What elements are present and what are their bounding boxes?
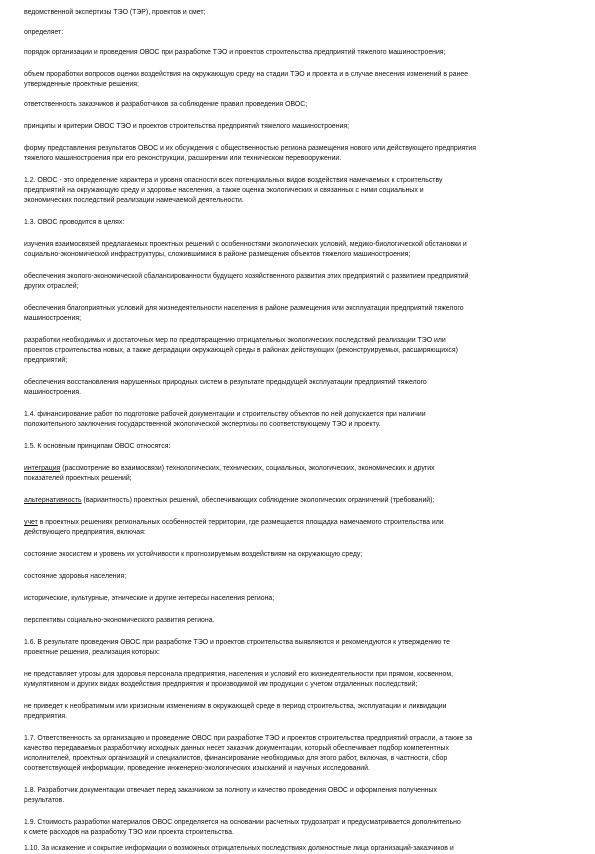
- paragraph: [24, 844, 580, 854]
- paragraph: [24, 464, 580, 484]
- text-line: предприятия.: [24, 713, 68, 720]
- paragraph: [24, 48, 580, 58]
- text-line: соответствующей информации, проведение инженерно-экологических изысканий и научных исследований.: [24, 765, 370, 772]
- text-line: 1.7. Ответственность за организацию и проведение ОВОС при разработке ТЭО и проектов строительства предприятий отрасли, а также за: [24, 735, 473, 742]
- paragraph: [24, 8, 580, 18]
- paragraph: [24, 218, 580, 228]
- paragraph: [24, 378, 580, 398]
- paragraph: [24, 144, 580, 164]
- paragraph: [24, 572, 580, 582]
- text-line: качество передаваемых разработчику исходных данных несет заказчик документации, который обеспечивает подбор компетентных: [24, 745, 449, 752]
- text-line: 1.8. Разработчик документации отвечает перед заказчиком за полноту и качество проведения ОВОС и оформления полученных: [24, 787, 437, 794]
- text-line: обеспечения восстановления нарушенных природных систем в результате предыдущей эксплуатации предприятий тяжелого: [24, 379, 427, 386]
- text-line: форму представления результатов ОВОС и их обсуждения с общественностью региона размещения нового или действующего предприятия: [24, 145, 477, 152]
- paragraph: [24, 496, 580, 506]
- text-line: проектов строительства новых, а также деградации окружающей среды в районах действующих (реконструируемых, расширяющихся): [24, 347, 458, 354]
- text-line: проектные решения, реализация которых:: [24, 649, 160, 656]
- text-line: социально-экономической инфраструктуры, сложившимися в районе размещения объектов тяжелого машиностроения;: [24, 251, 411, 258]
- paragraph: [24, 670, 580, 690]
- text-line: обеспечения эколого-экономической сбалансированности будущего хозяйственного развития этих предприятий с развитием предприятий: [24, 273, 469, 280]
- text-line: 1.10. За искажение и сокрытие информации о возможных отрицательных последствиях должностные лица организаций-заказчиков и: [24, 845, 454, 852]
- text-line: 1.3. ОВОС проводится в целях:: [24, 219, 125, 226]
- paragraph: [24, 70, 580, 90]
- text-line: машиностроения;: [24, 315, 81, 322]
- text-line: машиностроения.: [24, 389, 81, 396]
- text-line: 1.9. Стоимость разработки материалов ОВОС определяется на основании расчетных трудозатрат и предусматривается дополнительно: [24, 819, 461, 826]
- text-line: 1.6. В результате проведения ОВОС при разработке ТЭО и проектов строительства выявляются и рекомендуются к утверждению те: [24, 639, 451, 646]
- paragraph: [24, 702, 580, 722]
- paragraph: [24, 336, 580, 366]
- text-line: исполнителей, проектных организаций и специалистов, финансирование необходимых для этого работ, включая, в частности, сбор: [24, 755, 448, 762]
- text-line: кумулятивном и других видах воздействия предприятия и производимой им продукции с учетом отдаленных последствий;: [24, 681, 418, 688]
- paragraph: [24, 638, 580, 658]
- underlined-term: альтернативность: [24, 497, 82, 504]
- text-line: разработки необходимых и достаточных мер по предотвращению отрицательных экологических последствий реализации ТЭО или: [24, 337, 446, 344]
- text-line: к смете расходов на разработку ТЭО или проекта строительства.: [24, 829, 234, 836]
- text-line: перспективы социально-экономического развития региона.: [24, 617, 215, 624]
- underlined-term: учет: [24, 519, 38, 526]
- text-line: исторические, культурные, этнические и другие интересы населения региона;: [24, 595, 275, 602]
- paragraph: [24, 100, 580, 110]
- text-line: состояние здоровья населения;: [24, 573, 127, 580]
- text-line: не приведет к необратимым или кризисным изменениям в окружающей среде в период строительства, эксплуатации и ликвидации: [24, 703, 447, 710]
- text-line: 1.2. ОВОС - это определение характера и уровня опасности всех потенциальных видов воздействия намечаемых к строительству: [24, 177, 443, 184]
- paragraph: [24, 176, 580, 206]
- text-line: предприятий;: [24, 357, 68, 364]
- text-line: изучения взаимосвязей предлагаемых проектных решений с особенностями экологических условий, медико-биологической обстановки и: [24, 241, 467, 248]
- paragraph: [24, 442, 580, 452]
- paragraph: [24, 272, 580, 292]
- underlined-term: интеграция: [24, 465, 61, 472]
- paragraph: [24, 616, 580, 626]
- paragraph: [24, 410, 580, 430]
- text-line: ответственность заказчиков и разработчиков за соблюдение правил проведения ОВОС;: [24, 101, 308, 108]
- paragraph: [24, 550, 580, 560]
- text-line: положительного заключения государственной экологической экспертизы по соответствующему ТЭО и проекту.: [24, 421, 381, 428]
- text-line: тяжелого машиностроения при его реконструкции, расширении или техническом перевооружении.: [24, 155, 342, 162]
- paragraph: [24, 518, 580, 538]
- paragraph: [24, 734, 580, 774]
- text-line: предприятий на окружающую среду и здоровье населения, а также оценка экологических и связанных с ними социальных и: [24, 187, 424, 194]
- text-line: утвержденные проектные решения;: [24, 81, 139, 88]
- paragraph: [24, 786, 580, 806]
- text-line: показателей проектных решений;: [24, 475, 132, 482]
- paragraph: [24, 122, 580, 132]
- text-line: результатов.: [24, 797, 65, 804]
- paragraph: [24, 594, 580, 604]
- text-line: определяет:: [24, 29, 64, 36]
- text-line: учет в проектных решениях региональных особенностей территории, где размещается площадка намечаемого строительства или: [24, 519, 444, 526]
- paragraph: [24, 304, 580, 324]
- text-line: обеспечения благоприятных условий для жизнедеятельности населения в районе размещения или эксплуатации предприятий тяжелого: [24, 305, 464, 312]
- text-line: объем проработки вопросов оценки воздействия на окружающую среду на стадии ТЭО и проекта и в случае внесения изменений в ранее: [24, 71, 469, 78]
- paragraph: [24, 28, 580, 38]
- text-line: экономических последствий реализации намечаемой деятельности.: [24, 197, 244, 204]
- document-page: [24, 0, 580, 852]
- text-line: принципы и критерии ОВОС ТЭО и проектов строительства предприятий тяжелого машиностроения;: [24, 123, 350, 130]
- text-line: интеграция (рассмотрение во взаимосвязи) технологических, технических, социальных, экологических, экономических и других: [24, 465, 435, 472]
- text-line: действующего предприятия, включая:: [24, 529, 146, 536]
- paragraph: [24, 818, 580, 838]
- paragraph: [24, 240, 580, 260]
- text-line: состояние экосистем и уровень их устойчивости к прогнозируемым воздействиям на окружающую среду;: [24, 551, 363, 558]
- text-line: 1.4. финансирование работ по подготовке рабочей документации и строительству объектов по ней допускается при наличии: [24, 411, 426, 418]
- text-line: 1.5. К основным принципам ОВОС относятся:: [24, 443, 171, 450]
- text-line: порядок организации и проведения ОВОС при разработке ТЭО и проектов строительства предприятий тяжелого машиностроения;: [24, 49, 446, 56]
- text-line: других отраслей;: [24, 283, 79, 290]
- text-line: ведомственной экспертизы ТЭО (ТЭР), проектов и смет;: [24, 9, 206, 16]
- text-line: альтернативность (вариантность) проектных решений, обеспечивающих соблюдение экологических ограничений (требований);: [24, 497, 435, 504]
- text-line: не представляет угрозы для здоровья персонала предприятия, населения и условий его жизнедеятельности при прямом, косвенном,: [24, 671, 454, 678]
